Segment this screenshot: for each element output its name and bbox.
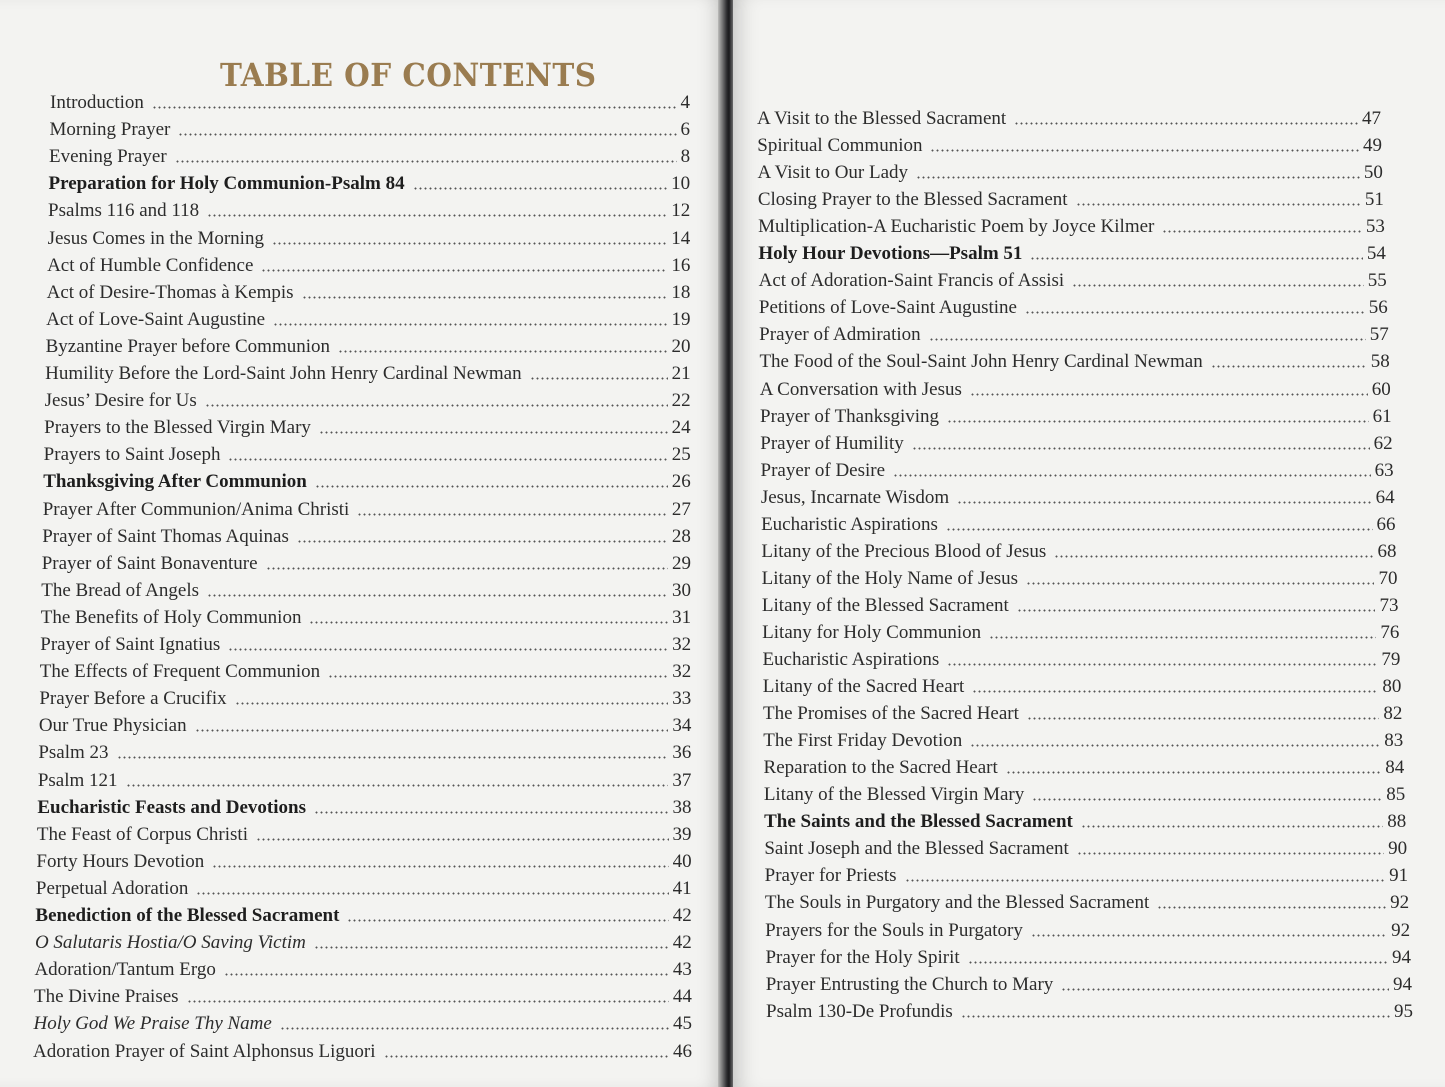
toc-entry-title: Perpetual Adoration xyxy=(35,877,189,899)
dot-leader xyxy=(1081,825,1383,828)
toc-entry-page: 8 xyxy=(680,146,691,168)
toc-entry-title: Holy Hour Devotions—Psalm 51 xyxy=(758,243,1023,265)
toc-entry-page: 73 xyxy=(1379,594,1399,616)
toc-entry-page: 42 xyxy=(672,905,692,926)
toc-entry xyxy=(758,158,1383,184)
dot-leader xyxy=(1076,203,1361,206)
toc-entry xyxy=(757,104,1381,130)
toc-entry xyxy=(765,888,1409,914)
toc-entry-page: 12 xyxy=(671,200,691,222)
dot-leader xyxy=(207,214,667,217)
dot-leader xyxy=(957,501,1371,504)
toc-entry-title: O Salutaris Hostia/O Saving Victim xyxy=(34,932,306,954)
toc-entry xyxy=(48,224,691,250)
toc-entry xyxy=(42,549,691,575)
toc-entry-title: Jesus’ Desire for Us xyxy=(44,390,197,412)
toc-entry-title: Byzantine Prayer before Communion xyxy=(45,335,331,357)
toc-entry-title: Litany of the Sacred Heart xyxy=(762,676,965,698)
toc-entry-title: The Bread of Angels xyxy=(41,579,200,601)
toc-entry-title: Prayer of Thanksgiving xyxy=(760,405,940,427)
toc-entry-title: Prayer After Communion/Anima Christi xyxy=(42,498,350,520)
dot-leader xyxy=(178,133,676,136)
toc-entry-page: 31 xyxy=(672,606,692,628)
dot-leader xyxy=(384,1055,670,1058)
toc-entry-title: Jesus, Incarnate Wisdom xyxy=(760,486,950,508)
dot-leader xyxy=(195,729,669,732)
toc-entry-title: Litany of the Precious Blood of Jesus xyxy=(761,540,1047,562)
dot-leader xyxy=(187,1000,669,1003)
toc-title: TABLE OF CONTENTS xyxy=(220,56,597,94)
toc-entry-page: 53 xyxy=(1365,216,1385,238)
dot-leader xyxy=(309,621,668,624)
toc-entry xyxy=(759,293,1388,319)
toc-entry-title: Psalm 130-De Profundis xyxy=(766,1000,953,1022)
toc-entry-title: Benediction of the Blessed Sacrament xyxy=(35,905,340,926)
toc-entry-page: 47 xyxy=(1362,108,1381,129)
dot-leader xyxy=(228,648,668,651)
toc-entry-page: 20 xyxy=(671,335,691,357)
dot-leader xyxy=(947,420,1369,423)
dot-leader xyxy=(1157,906,1386,909)
toc-entry-page: 92 xyxy=(1390,892,1410,914)
dot-leader xyxy=(930,149,1358,152)
toc-entry xyxy=(758,185,1384,211)
dot-leader xyxy=(273,323,667,326)
dot-leader xyxy=(929,338,1366,341)
toc-entry-page: 51 xyxy=(1364,189,1384,211)
dot-leader xyxy=(224,973,669,976)
toc-entry xyxy=(759,347,1389,373)
dot-leader xyxy=(916,176,1360,179)
toc-entry xyxy=(758,212,1385,238)
toc-entry xyxy=(762,645,1400,671)
toc-entry-page: 85 xyxy=(1386,784,1406,806)
dot-leader xyxy=(314,946,669,949)
toc-entry-page: 32 xyxy=(672,634,692,655)
dot-leader xyxy=(1162,230,1361,233)
toc-entry-title: Petitions of Love-Saint Augustine xyxy=(758,297,1017,319)
toc-entry xyxy=(44,413,691,439)
toc-entry xyxy=(34,955,691,981)
toc-entry-page: 45 xyxy=(672,1013,692,1035)
toc-entry xyxy=(42,522,691,548)
toc-entry-page: 19 xyxy=(671,308,691,330)
toc-entry-title: Jesus Comes in the Morning xyxy=(47,227,264,249)
toc-entry-title: The Divine Praises xyxy=(33,986,179,1008)
toc-entry-title: Act of Humble Confidence xyxy=(47,254,254,276)
toc-entry-page: 21 xyxy=(671,363,691,384)
toc-entry-page: 58 xyxy=(1370,351,1390,373)
toc-entry-page: 27 xyxy=(671,498,691,520)
toc-entry-title: Act of Desire-Thomas à Kempis xyxy=(46,281,294,303)
toc-entry-page: 55 xyxy=(1367,270,1387,292)
toc-entry-title: Eucharistic Aspirations xyxy=(762,649,940,670)
dot-leader xyxy=(1014,122,1358,125)
toc-entry-title: Prayer of Saint Bonaventure xyxy=(41,552,258,574)
toc-entry xyxy=(48,196,690,222)
toc-entry-title: Litany of the Holy Name of Jesus xyxy=(761,567,1019,589)
toc-entry-page: 68 xyxy=(1377,540,1397,562)
dot-leader xyxy=(338,350,667,353)
toc-entry-page: 24 xyxy=(671,417,691,439)
dot-leader xyxy=(1025,311,1365,314)
toc-entry xyxy=(765,861,1409,887)
dot-leader xyxy=(152,106,677,109)
toc-entry-title: Morning Prayer xyxy=(49,119,171,141)
dot-leader xyxy=(1211,365,1367,368)
toc-entry xyxy=(761,483,1395,509)
toc-entry xyxy=(39,711,691,737)
dot-leader xyxy=(314,811,668,814)
toc-entry-page: 30 xyxy=(672,579,692,601)
toc-entry-page: 70 xyxy=(1378,567,1398,589)
toc-entry-page: 80 xyxy=(1382,676,1402,698)
dot-leader xyxy=(347,919,668,922)
dot-leader xyxy=(256,838,669,841)
toc-entry-page: 61 xyxy=(1372,405,1392,427)
toc-entry-page: 63 xyxy=(1374,459,1394,481)
toc-entry xyxy=(766,997,1413,1023)
toc-entry xyxy=(764,753,1405,779)
toc-entry-title: Psalms 116 and 118 xyxy=(48,200,200,222)
toc-entry-page: 57 xyxy=(1369,324,1389,346)
dot-leader xyxy=(413,187,668,190)
toc-entry-page: 88 xyxy=(1387,811,1407,833)
toc-entry-page: 14 xyxy=(671,227,691,249)
dot-leader xyxy=(205,404,668,407)
toc-entry-title: A Conversation with Jesus xyxy=(759,378,962,400)
toc-entry xyxy=(766,970,1412,996)
toc-entry-title: Multiplication-A Eucharistic Poem by Joyce Kilmer xyxy=(758,216,1155,238)
toc-entry-page: 6 xyxy=(680,119,691,141)
toc-entry-title: Closing Prayer to the Blessed Sacrament xyxy=(757,189,1068,211)
toc-entry xyxy=(50,88,690,114)
toc-entry xyxy=(37,820,692,846)
toc-entry xyxy=(761,537,1396,563)
dot-leader xyxy=(357,513,668,516)
toc-entry-title: Litany of the Blessed Virgin Mary xyxy=(763,784,1025,806)
dot-leader xyxy=(196,892,668,895)
toc-entry-page: 76 xyxy=(1380,621,1400,643)
toc-entry xyxy=(764,807,1406,833)
toc-entry-page: 32 xyxy=(672,661,692,683)
dot-leader xyxy=(893,474,1371,477)
dot-leader xyxy=(905,879,1386,882)
toc-entry xyxy=(33,1009,691,1035)
dot-leader xyxy=(1032,798,1382,801)
toc-entry-page: 38 xyxy=(672,796,692,818)
toc-entry xyxy=(43,495,691,521)
toc-entry xyxy=(40,630,691,656)
toc-entry-page: 34 xyxy=(672,715,692,737)
toc-entry-title: The Food of the Soul-Saint John Henry Cardinal Newman xyxy=(759,351,1203,373)
toc-entry-title: Prayer Entrusting the Church to Mary xyxy=(765,973,1054,995)
dot-leader xyxy=(1077,852,1384,855)
toc-entry xyxy=(762,591,1399,617)
toc-entry-title: Adoration/Tantum Ergo xyxy=(34,959,216,981)
toc-entry-title: Our True Physician xyxy=(38,715,187,737)
toc-entry-title: Preparation for Holy Communion-Psalm 84 xyxy=(48,173,405,195)
toc-entry-title: Prayers for the Souls in Purgatory xyxy=(765,919,1023,941)
toc-entry-title: Prayer for Priests xyxy=(764,865,897,887)
toc-entry-title: The Effects of Frequent Communion xyxy=(39,661,321,683)
toc-entry-title: Act of Love-Saint Augustine xyxy=(46,308,266,330)
toc-entry xyxy=(760,375,1391,401)
toc-entry-title: Humility Before the Lord-Saint John Henry Cardinal Newman xyxy=(45,363,522,384)
toc-entry-title: The Feast of Corpus Christi xyxy=(36,823,248,845)
toc-entry-page: 50 xyxy=(1363,162,1383,184)
toc-entry-page: 4 xyxy=(680,92,690,113)
toc-entry-page: 95 xyxy=(1394,1000,1413,1022)
toc-entry xyxy=(762,618,1399,644)
toc-entry xyxy=(759,266,1387,292)
toc-entry xyxy=(44,440,691,466)
toc-entry-title: Prayer of Saint Ignatius xyxy=(40,634,221,655)
toc-entry xyxy=(37,793,691,819)
toc-entry-page: 92 xyxy=(1391,919,1411,941)
dot-leader xyxy=(947,663,1377,666)
toc-entry xyxy=(760,429,1392,455)
dot-leader xyxy=(302,296,668,299)
toc-entry-page: 28 xyxy=(671,525,691,547)
toc-entry-title: Prayers to the Blessed Virgin Mary xyxy=(44,417,311,439)
toc-entry-title: Litany for Holy Communion xyxy=(762,621,982,643)
toc-entry-page: 10 xyxy=(671,173,691,195)
toc-entry xyxy=(760,402,1392,428)
toc-entry-title: Litany of the Blessed Sacrament xyxy=(761,594,1009,616)
toc-entry-page: 46 xyxy=(673,1040,692,1062)
toc-entry-title: Spiritual Communion xyxy=(757,135,923,157)
toc-entry-page: 60 xyxy=(1371,378,1391,400)
toc-entry-page: 62 xyxy=(1373,432,1393,454)
dot-leader xyxy=(280,1027,669,1030)
toc-entry-page: 16 xyxy=(671,254,691,276)
toc-entry xyxy=(39,684,691,710)
dot-leader xyxy=(212,865,668,868)
toc-entry-title: Prayer of Humility xyxy=(760,432,904,454)
toc-entry-page: 54 xyxy=(1366,243,1386,265)
dot-leader xyxy=(126,784,669,787)
toc-entry-title: Psalm 23 xyxy=(38,742,109,764)
dot-leader xyxy=(1072,284,1364,287)
toc-entry xyxy=(763,672,1402,698)
toc-entry-title: The Promises of the Sacred Heart xyxy=(763,703,1019,725)
toc-entry-page: 44 xyxy=(672,986,692,1008)
toc-entry xyxy=(46,305,690,331)
dot-leader xyxy=(968,961,1388,964)
toc-entry xyxy=(47,251,690,277)
toc-entry xyxy=(38,766,692,792)
dot-leader xyxy=(261,269,667,272)
toc-entry-page: 33 xyxy=(672,688,692,710)
dot-leader xyxy=(266,567,668,570)
toc-entry xyxy=(45,386,691,412)
toc-entry-title: Forty Hours Devotion xyxy=(36,850,205,872)
toc-entry xyxy=(757,131,1382,157)
toc-entry-title: The First Friday Devotion xyxy=(763,730,963,752)
toc-entry-page: 41 xyxy=(672,877,692,899)
toc-entry xyxy=(762,564,1398,590)
toc-entry xyxy=(49,142,690,168)
dot-leader xyxy=(272,242,667,245)
toc-entry-title: Prayers to Saint Joseph xyxy=(43,444,221,466)
toc-entry-page: 66 xyxy=(1376,513,1396,535)
dot-leader xyxy=(117,756,669,759)
toc-entry-title: Prayer for the Holy Spirit xyxy=(765,946,960,968)
toc-entry-title: Saint Joseph and the Blessed Sacrament xyxy=(764,838,1069,860)
toc-entry xyxy=(41,576,691,602)
dot-leader xyxy=(1027,717,1379,720)
toc-entry xyxy=(36,847,691,873)
toc-entry-title: Holy God We Praise Thy Name xyxy=(33,1013,272,1035)
toc-entry xyxy=(763,699,1402,725)
toc-entry-title: Eucharistic Aspirations xyxy=(761,513,938,535)
toc-entry xyxy=(47,278,691,304)
toc-entry-page: 94 xyxy=(1392,946,1412,968)
toc-entry-title: Act of Adoration-Saint Francis of Assisi xyxy=(758,270,1065,292)
toc-entry xyxy=(35,901,691,927)
dot-leader xyxy=(207,594,668,597)
dot-leader xyxy=(1026,582,1374,585)
dot-leader xyxy=(970,393,1368,396)
toc-entry-page: 84 xyxy=(1385,757,1405,779)
toc-entry-page: 22 xyxy=(671,390,691,412)
toc-entry xyxy=(38,738,691,764)
toc-entry-title: Eucharistic Feasts and Devotions xyxy=(37,796,307,818)
toc-entry-title: A Visit to the Blessed Sacrament xyxy=(757,108,1007,129)
toc-entry xyxy=(759,320,1389,346)
toc-entry xyxy=(34,982,692,1008)
dot-leader xyxy=(235,702,669,705)
dot-leader xyxy=(315,485,668,488)
dot-leader xyxy=(228,458,667,461)
toc-entry-title: The Souls in Purgatory and the Blessed Sacrament xyxy=(764,892,1150,914)
dot-leader xyxy=(1017,609,1376,612)
toc-entry xyxy=(765,916,1410,942)
toc-entry-page: 40 xyxy=(672,850,692,872)
toc-entry-page: 79 xyxy=(1381,649,1401,670)
toc-entry xyxy=(758,239,1385,265)
toc-entry-page: 91 xyxy=(1389,865,1409,887)
toc-entry-page: 26 xyxy=(671,471,691,493)
toc-entry-title: Reparation to the Sacred Heart xyxy=(763,757,998,779)
toc-entry xyxy=(761,456,1394,482)
toc-entry-page: 49 xyxy=(1362,135,1382,157)
toc-entry-page: 82 xyxy=(1383,703,1403,725)
right-page xyxy=(733,0,1445,1087)
toc-entry xyxy=(41,603,691,629)
toc-entry xyxy=(50,115,691,141)
toc-entry-title: Adoration Prayer of Saint Alphonsus Liguori xyxy=(33,1040,376,1062)
dot-leader xyxy=(946,528,1373,531)
dot-leader xyxy=(175,160,677,163)
dot-leader xyxy=(961,1015,1390,1018)
dot-leader xyxy=(989,636,1376,639)
toc-entry xyxy=(40,657,691,683)
toc-entry-page: 18 xyxy=(671,281,691,303)
toc-entry-page: 64 xyxy=(1375,486,1395,508)
dot-leader xyxy=(328,675,668,678)
toc-entry-page: 29 xyxy=(671,552,691,574)
toc-entry-page: 56 xyxy=(1368,297,1388,319)
toc-entry xyxy=(45,359,690,385)
toc-entry-title: Psalm 121 xyxy=(37,769,118,791)
dot-leader xyxy=(319,431,668,434)
toc-entry-page: 25 xyxy=(671,444,691,466)
toc-entry-page: 94 xyxy=(1393,973,1413,995)
toc-entry xyxy=(764,780,1405,806)
dot-leader xyxy=(530,377,668,380)
toc-entry-title: Evening Prayer xyxy=(49,146,167,168)
dot-leader xyxy=(1031,934,1387,937)
toc-entry-title: A Visit to Our Lady xyxy=(757,162,909,184)
toc-entry-page: 37 xyxy=(672,769,692,791)
dot-leader xyxy=(970,744,1380,747)
toc-entry xyxy=(46,332,691,358)
dot-leader xyxy=(1061,988,1389,991)
toc-entry xyxy=(43,467,691,493)
toc-entry-title: The Saints and the Blessed Sacrament xyxy=(764,811,1073,833)
toc-entry xyxy=(35,928,692,954)
toc-entry xyxy=(761,510,1395,536)
toc-entry xyxy=(763,726,1403,752)
toc-entry-title: Prayer of Desire xyxy=(760,459,886,481)
toc-entry xyxy=(764,834,1407,860)
toc-entry-title: The Benefits of Holy Communion xyxy=(40,606,302,628)
toc-entry-page: 36 xyxy=(672,742,692,764)
toc-entry-title: Prayer of Admiration xyxy=(759,324,921,346)
dot-leader xyxy=(1054,555,1373,558)
toc-entry-title: Thanksgiving After Communion xyxy=(43,471,307,493)
dot-leader xyxy=(297,540,668,543)
toc-entry xyxy=(36,874,692,900)
dot-leader xyxy=(912,447,1370,450)
toc-entry-page: 43 xyxy=(672,959,692,981)
toc-entry-page: 83 xyxy=(1384,730,1404,752)
toc-entry-page: 42 xyxy=(672,932,692,954)
toc-entry-title: Prayer Before a Crucifix xyxy=(39,688,227,710)
toc-entry-title: Prayer of Saint Thomas Aquinas xyxy=(42,525,289,547)
dot-leader xyxy=(972,690,1378,693)
toc-entry-page: 39 xyxy=(672,823,692,845)
toc-entry-title: Introduction xyxy=(50,92,144,113)
toc-entry-page: 90 xyxy=(1388,838,1408,860)
toc-entry xyxy=(49,169,691,195)
toc-entry xyxy=(765,943,1411,969)
dot-leader xyxy=(1006,771,1381,774)
dot-leader xyxy=(1030,257,1362,260)
toc-entry xyxy=(33,1037,692,1063)
toc-list-right xyxy=(733,0,1445,1087)
